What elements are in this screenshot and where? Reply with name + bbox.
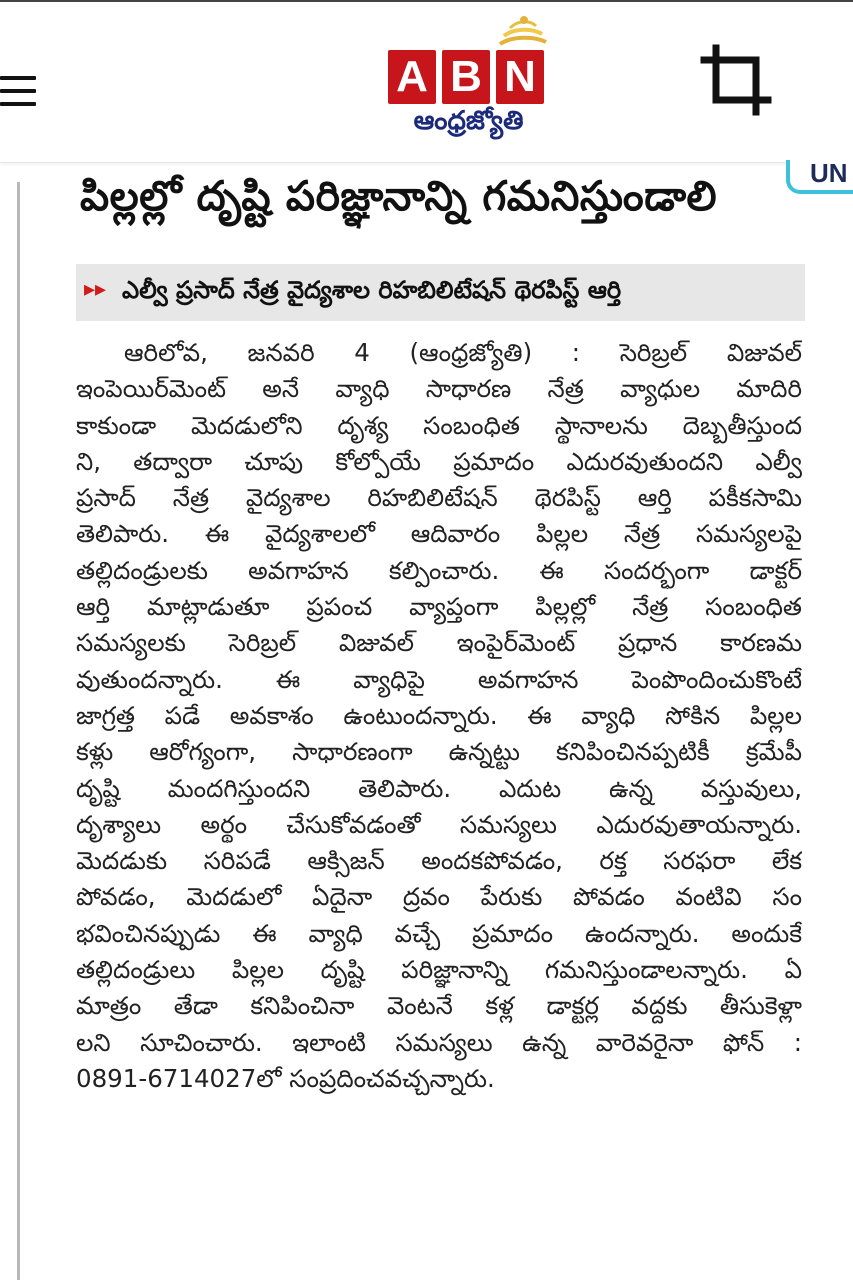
- body-line: 0891-6714027లో సంప్రదించవచ్చన్నారు.: [76, 1063, 495, 1093]
- column-rule: [17, 182, 20, 1280]
- badge-label: UN: [810, 160, 848, 188]
- body-line: మెదడుకు సరిపడే ఆక్సిజన్ అందకపోవడం, రక్త సరఫరా లేక: [76, 846, 802, 876]
- steam-swirl-icon: [494, 14, 550, 50]
- body-line: లని సూచించారు. ఇలాంటి సమస్యలు ఉన్న వారెవరైనా ఫోన్ :: [76, 1027, 802, 1057]
- crop-icon[interactable]: [700, 44, 772, 116]
- body-line: ఇంపెయిర్‌మెంట్ అనే వ్యాధి సాధారణ నేత్ర వ్యాధుల మాదిరి: [76, 374, 802, 404]
- article-body: [76, 335, 802, 1097]
- body-line: జాగ్రత్త పడే అవకాశం ఉంటుందన్నారు. ఈ వ్యాధి సోకిన పిల్లల: [76, 700, 802, 730]
- body-line: తల్లిదండ్రులు పిల్లల దృష్టి పరిజ్ఞానాన్ని గమనిస్తుండాలన్నారు. ఏ: [76, 955, 802, 985]
- body-line: దృశ్యాలు అర్థం చేసుకోవడంతో సమస్యలు ఎదురవుతాయన్నారు.: [76, 809, 802, 839]
- body-line: తల్లిదండ్రులకు అవగాహన కల్పించారు. ఈ సందర్భంగా డాక్టర్: [76, 555, 802, 585]
- body-line: ఆర్తి మాట్లాడుతూ ప్రపంచ వ్యాప్తంగా పిల్లల్లో నేత్ర సంబంధిత: [76, 592, 802, 622]
- body-line: కాకుండా మెదడులోని దృశ్య సంబంధిత స్థానాలను దెబ్బతీస్తుంద: [76, 410, 802, 440]
- body-line: మాత్రం తేడా కనిపించినా వెంటనే కళ్ల డాక్టర్ల వద్దకు తీసుకెళ్లా: [76, 991, 802, 1021]
- body-line: ఆరిలోవ, జనవరి 4 (ఆంధ్రజ్యోతి) : సెరిబ్రల్ విజువల్: [124, 338, 802, 367]
- body-line: దృష్టి మందగిస్తుందని తెలిపారు. ఎదుట ఉన్న వస్తువులు,: [76, 773, 802, 803]
- body-line: భవించినప్పుడు ఈ వ్యాధి వచ్చే ప్రమాదం ఉందన్నారు. అందుకే: [76, 918, 802, 948]
- logo-letter-n: N: [496, 50, 544, 104]
- article-subhead-bar: [76, 264, 805, 321]
- article-subhead: ఎల్వీ ప్రసాద్ నేత్ర వైద్యశాల రిహబిలిటేషన్ థెరపిస్ట్ ఆర్తి: [122, 276, 622, 304]
- double-arrow-icon: ▸▸: [84, 277, 107, 302]
- logo-letter-a: A: [388, 50, 436, 104]
- logo-subtitle: ఆంధ్రజ్యోతి: [413, 106, 524, 136]
- body-line: సమస్యలకు సెరిబ్రల్ విజువల్ ఇంపైర్‌మెంట్ ప్రధాన కారణమ: [76, 628, 802, 658]
- body-line: ప్రసాద్ నేత్ర వైద్యశాల రిహబిలిటేషన్ థెరపిస్ట్ ఆర్తి పకీకసామి: [76, 483, 802, 513]
- hamburger-menu-icon[interactable]: [0, 70, 38, 110]
- abn-andhrajyothi-logo[interactable]: [386, 14, 551, 144]
- body-line: పోవడం, మెదడులో ఏదైనా ద్రవం పేరుకు పోవడం వంటివి సం: [76, 882, 802, 912]
- body-line: వుతుందన్నారు. ఈ వ్యాధిపై అవగాహన పెంపొందించుకొంటే: [76, 664, 802, 694]
- body-line: ని, తద్వారా చూపు కోల్పోయే ప్రమాదం ఎదురవుతుందని ఎల్వీ: [76, 446, 802, 476]
- top-divider: [0, 0, 853, 2]
- body-line: కళ్లు ఆరోగ్యంగా, సాధారణంగా ఉన్నట్టు కనిపించినప్పటికీ క్రమేపీ: [76, 737, 802, 767]
- logo-letter-b: B: [442, 50, 490, 104]
- article-headline: పిల్లల్లో దృష్టి పరిజ్ఞానాన్ని గమనిస్తుండాలి: [80, 172, 718, 220]
- body-line: తెలిపారు. ఈ వైద్యశాలలో ఆదివారం పిల్లల నేత్ర సమస్యలపై: [76, 519, 802, 549]
- app-header: [0, 0, 853, 163]
